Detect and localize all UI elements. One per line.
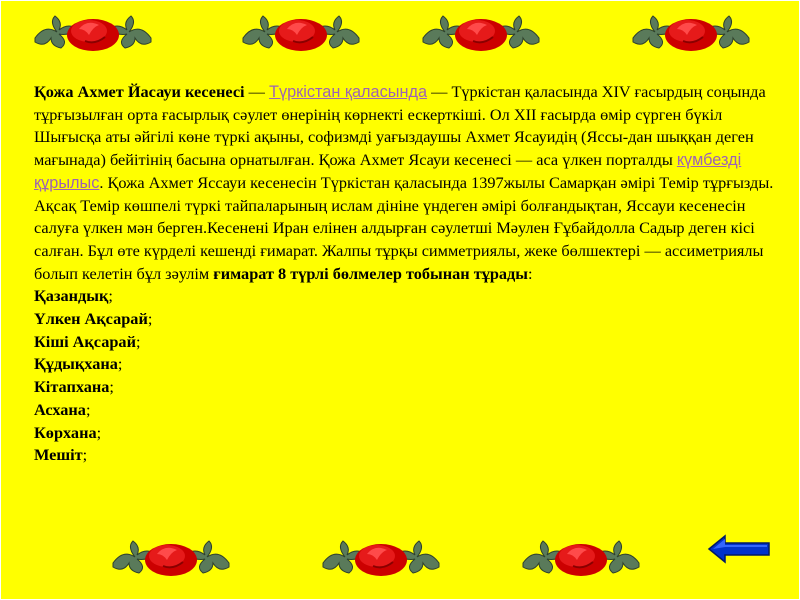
intro-text-2: . Қожа Ахмет Яссауи кесенесін Түркістан қаласында 1397жылы Самарқан әмірі Темір тұрғызды. Ақсақ Темір көшпелі түркі тайпаларының ислам дініне үндеген әмірі болғандықтан, Яссауи кесенесін салуға үлкен мән берген.Кесенені Иран елінен алдырған сәулетші Мәулен Ғұбайдолла Садыр деген кісі салған. Бұл өте күрделі кешенді ғимарат. Жалпы тұрқы симметриялы, жеке бөлшектері — ассиметриялы болып келетін бұл зәулім bbox=[34, 172, 774, 283]
room-sep: ; bbox=[85, 399, 91, 419]
turkistan-link[interactable]: Түркістан қаласында bbox=[269, 83, 428, 101]
room-sep: ; bbox=[147, 309, 153, 329]
room-sep: ; bbox=[82, 445, 88, 465]
room-name: Құдықхана bbox=[34, 354, 118, 374]
intro-dash: — bbox=[244, 82, 270, 101]
room-sep: ; bbox=[117, 354, 123, 374]
dome-building-link[interactable]: күмбезді құрылыс bbox=[34, 151, 742, 192]
bottom-rose-border bbox=[1, 534, 799, 584]
room-name: Көрхана bbox=[34, 422, 97, 442]
room-name: Қазандық bbox=[34, 286, 109, 306]
list-item bbox=[34, 376, 774, 399]
list-item bbox=[34, 399, 774, 422]
list-item bbox=[34, 353, 774, 376]
room-name: Мешіт bbox=[34, 445, 83, 465]
main-text bbox=[34, 81, 774, 467]
list-item bbox=[34, 422, 774, 445]
list-item bbox=[34, 285, 774, 308]
intro-bold-end: ғимарат 8 түрлі бөлмелер тобынан тұрады bbox=[213, 263, 529, 283]
room-name: Асхана bbox=[34, 399, 86, 419]
room-name: Кітапхана bbox=[34, 377, 110, 397]
room-sep: ; bbox=[109, 377, 114, 397]
back-arrow-icon[interactable] bbox=[707, 534, 771, 564]
room-sep: ; bbox=[135, 331, 141, 351]
top-rose-border bbox=[1, 9, 799, 59]
intro-colon: : bbox=[528, 263, 533, 283]
list-item bbox=[34, 331, 774, 354]
room-name: Кіші Ақсарай bbox=[34, 331, 136, 351]
intro-paragraph bbox=[34, 81, 774, 285]
slide bbox=[1, 1, 799, 599]
list-item bbox=[34, 444, 774, 467]
intro-title: Қожа Ахмет Йасауи кесенесі bbox=[34, 82, 245, 101]
intro-text-1: — Түркістан қаласында XIV ғасырдың соңында тұрғызылған орта ғасырлық сәулет өнерінің көрнекті ескерткіші. Ол XII ғасырда өмір сүрген бүкіл Шығысқа аты әйгілі көне түркі ақыны, софизмді уағыздаушы Ахмет Ясауидің (Яссы-дан шыққан деген мағынада) бейітінің басына орнатылған. Қожа Ахмет Ясауи кесенесі — аса үлкен порталды bbox=[34, 82, 766, 170]
room-sep: ; bbox=[108, 286, 113, 306]
room-name: Үлкен Ақсарай bbox=[34, 309, 148, 329]
list-item bbox=[34, 308, 774, 331]
room-sep: ; bbox=[96, 422, 102, 442]
